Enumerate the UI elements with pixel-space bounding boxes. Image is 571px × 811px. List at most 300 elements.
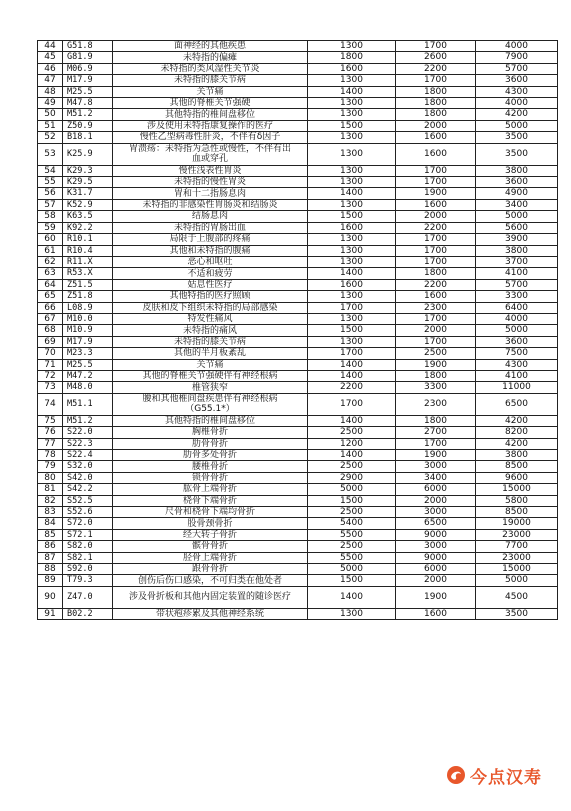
fee-value-2: 1700 (396, 75, 476, 86)
diagnosis-code: G51.8 (63, 41, 113, 52)
fee-value-1: 1300 (308, 245, 396, 256)
row-number: 91 (38, 608, 63, 619)
table-row (38, 608, 558, 619)
fee-value-3: 5800 (476, 495, 558, 506)
fee-value-3: 4000 (476, 41, 558, 52)
fee-value-3: 3800 (476, 245, 558, 256)
diagnosis-name: 未特指的类风湿性关节炎 (113, 63, 308, 74)
fee-value-2: 1700 (396, 313, 476, 324)
diagnosis-name: 其他和未特指的腹痛 (113, 245, 308, 256)
fee-value-1: 1300 (308, 256, 396, 267)
row-number: 51 (38, 120, 63, 131)
diagnosis-code: B18.1 (63, 132, 113, 143)
row-number: 52 (38, 132, 63, 143)
row-number: 60 (38, 234, 63, 245)
diagnosis-code: K31.7 (63, 188, 113, 199)
fee-value-3: 3600 (476, 177, 558, 188)
diagnosis-name: 慢性浅表性胃炎 (113, 165, 308, 176)
fee-value-1: 1300 (308, 608, 396, 619)
row-number: 90 (38, 586, 63, 608)
document-page (37, 40, 558, 620)
table-row (38, 268, 558, 279)
fee-value-1: 1300 (308, 98, 396, 109)
fee-value-1: 1300 (308, 199, 396, 210)
diagnosis-name: 腰和其他椎间盘疾患伴有神经根病（G55.1*） (113, 393, 308, 415)
diagnosis-name: 未特指的膝关节病 (113, 75, 308, 86)
fee-value-2: 2300 (396, 393, 476, 415)
fee-value-1: 1400 (308, 370, 396, 381)
diagnosis-name: 局限于上腹部的疼痛 (113, 234, 308, 245)
fee-value-3: 5600 (476, 222, 558, 233)
fee-value-2: 3000 (396, 541, 476, 552)
diagnosis-code: M25.5 (63, 359, 113, 370)
fee-value-2: 1700 (396, 336, 476, 347)
fee-value-3: 7700 (476, 541, 558, 552)
fee-value-2: 1900 (396, 359, 476, 370)
diagnosis-code: M10.9 (63, 325, 113, 336)
fee-value-1: 1700 (308, 393, 396, 415)
table-row (38, 41, 558, 52)
fee-value-2: 2200 (396, 279, 476, 290)
fee-value-1: 2500 (308, 507, 396, 518)
row-number: 49 (38, 98, 63, 109)
row-number: 55 (38, 177, 63, 188)
fee-value-2: 1800 (396, 415, 476, 426)
diagnosis-name: 未特指的膝关节病 (113, 336, 308, 347)
row-number: 89 (38, 575, 63, 586)
table-row (38, 256, 558, 267)
fee-value-2: 2200 (396, 222, 476, 233)
fee-value-1: 1300 (308, 313, 396, 324)
fee-value-3: 3600 (476, 75, 558, 86)
diagnosis-code: T79.3 (63, 575, 113, 586)
table-row (38, 461, 558, 472)
fee-value-2: 1600 (396, 608, 476, 619)
fee-value-1: 1500 (308, 211, 396, 222)
table-row (38, 313, 558, 324)
fee-value-2: 1700 (396, 234, 476, 245)
fee-value-1: 1700 (308, 348, 396, 359)
diagnosis-code: Z47.0 (63, 586, 113, 608)
diagnosis-name: 经大转子骨折 (113, 529, 308, 540)
fee-value-1: 1400 (308, 359, 396, 370)
fee-value-3: 4000 (476, 98, 558, 109)
fee-value-1: 1300 (308, 143, 396, 165)
diagnosis-name: 其他的脊椎关节强硬 (113, 98, 308, 109)
fee-value-1: 1300 (308, 336, 396, 347)
fee-value-1: 1300 (308, 234, 396, 245)
fee-value-2: 1600 (396, 199, 476, 210)
diagnosis-code: K29.5 (63, 177, 113, 188)
diagnosis-code: M25.5 (63, 86, 113, 97)
diagnosis-name: 肋骨骨折 (113, 438, 308, 449)
fee-value-3: 3400 (476, 199, 558, 210)
diagnosis-name: 胸椎骨折 (113, 427, 308, 438)
row-number: 62 (38, 256, 63, 267)
table-row (38, 120, 558, 131)
diagnosis-code: S32.0 (63, 461, 113, 472)
table-row (38, 415, 558, 426)
diagnosis-code: M23.3 (63, 348, 113, 359)
diagnosis-name: 尺骨和桡骨下端均骨折 (113, 507, 308, 518)
fee-value-2: 1600 (396, 132, 476, 143)
diagnosis-name: 胃和十二指肠息肉 (113, 188, 308, 199)
table-row (38, 302, 558, 313)
diagnosis-code: M48.0 (63, 382, 113, 393)
table-row (38, 52, 558, 63)
fee-value-3: 4100 (476, 370, 558, 381)
fee-value-3: 3600 (476, 336, 558, 347)
diagnosis-code: S82.0 (63, 541, 113, 552)
diagnosis-name: 腰椎骨折 (113, 461, 308, 472)
row-number: 75 (38, 415, 63, 426)
fee-value-3: 4500 (476, 586, 558, 608)
fee-value-1: 1300 (308, 177, 396, 188)
diagnosis-name: 其他的半月板紊乱 (113, 348, 308, 359)
fee-value-1: 1400 (308, 586, 396, 608)
row-number: 82 (38, 495, 63, 506)
diagnosis-name: 其他特指的椎间盘移位 (113, 109, 308, 120)
row-number: 53 (38, 143, 63, 165)
diagnosis-name: 关节痛 (113, 359, 308, 370)
fee-value-3: 5000 (476, 120, 558, 131)
fee-value-2: 2200 (396, 63, 476, 74)
row-number: 80 (38, 472, 63, 483)
fee-value-2: 1800 (396, 109, 476, 120)
diagnosis-code: S22.4 (63, 450, 113, 461)
fee-value-2: 3400 (396, 472, 476, 483)
fee-value-1: 1300 (308, 165, 396, 176)
fee-value-2: 1700 (396, 165, 476, 176)
diagnosis-code: S82.1 (63, 552, 113, 563)
table-row (38, 222, 558, 233)
diagnosis-name: 未特指的非感染性胃肠炎和结肠炎 (113, 199, 308, 210)
fee-value-1: 5400 (308, 518, 396, 529)
diagnosis-code: S42.2 (63, 484, 113, 495)
swirl-logo-icon (446, 765, 466, 785)
table-row (38, 291, 558, 302)
row-number: 68 (38, 325, 63, 336)
fee-value-3: 4200 (476, 415, 558, 426)
row-number: 61 (38, 245, 63, 256)
table-row (38, 450, 558, 461)
diagnosis-code: K52.9 (63, 199, 113, 210)
fee-value-1: 1500 (308, 325, 396, 336)
table-row (38, 245, 558, 256)
fee-value-3: 3500 (476, 143, 558, 165)
table-row (38, 279, 558, 290)
fee-value-3: 9600 (476, 472, 558, 483)
diagnosis-code: S22.3 (63, 438, 113, 449)
diagnosis-code: R53.X (63, 268, 113, 279)
fee-value-1: 1300 (308, 75, 396, 86)
table-row (38, 98, 558, 109)
fee-value-1: 1600 (308, 279, 396, 290)
fee-value-1: 1800 (308, 52, 396, 63)
diagnosis-name: 肋骨多处骨折 (113, 450, 308, 461)
row-number: 44 (38, 41, 63, 52)
fee-value-3: 6400 (476, 302, 558, 313)
row-number: 70 (38, 348, 63, 359)
row-number: 87 (38, 552, 63, 563)
diagnosis-code: G81.9 (63, 52, 113, 63)
diagnosis-name: 胃溃疡：未特指为急性或慢性，不伴有出血或穿孔 (113, 143, 308, 165)
diagnosis-name: 椎管狭窄 (113, 382, 308, 393)
diagnosis-code: R11.X (63, 256, 113, 267)
row-number: 67 (38, 313, 63, 324)
diagnosis-code: M17.9 (63, 336, 113, 347)
fee-value-3: 15000 (476, 564, 558, 575)
fee-value-1: 2900 (308, 472, 396, 483)
fee-value-1: 5000 (308, 564, 396, 575)
diagnosis-name: 创伤后伤口感染，不可归类在他处者 (113, 575, 308, 586)
row-number: 84 (38, 518, 63, 529)
fee-value-2: 2000 (396, 325, 476, 336)
table-row (38, 370, 558, 381)
fee-value-1: 5000 (308, 484, 396, 495)
diagnosis-name: 结肠息肉 (113, 211, 308, 222)
watermark (446, 762, 542, 788)
row-number: 77 (38, 438, 63, 449)
fee-value-3: 7500 (476, 348, 558, 359)
fee-value-1: 1400 (308, 415, 396, 426)
table-row (38, 109, 558, 120)
fee-value-3: 5000 (476, 575, 558, 586)
fee-value-1: 2500 (308, 541, 396, 552)
fee-value-3: 3800 (476, 450, 558, 461)
fee-value-1: 1500 (308, 575, 396, 586)
fee-value-2: 2600 (396, 52, 476, 63)
table-row (38, 438, 558, 449)
fee-value-2: 2700 (396, 427, 476, 438)
table-row (38, 472, 558, 483)
row-number: 65 (38, 291, 63, 302)
diagnosis-code: L08.9 (63, 302, 113, 313)
fee-value-3: 8500 (476, 507, 558, 518)
fee-value-3: 4200 (476, 109, 558, 120)
fee-value-1: 1300 (308, 109, 396, 120)
diagnosis-name: 关节痛 (113, 86, 308, 97)
diagnosis-code: B02.2 (63, 608, 113, 619)
diagnosis-name: 不适和疲劳 (113, 268, 308, 279)
row-number: 81 (38, 484, 63, 495)
table-row (38, 575, 558, 586)
fee-value-2: 2000 (396, 575, 476, 586)
row-number: 73 (38, 382, 63, 393)
fee-value-3: 7900 (476, 52, 558, 63)
fee-value-1: 2500 (308, 461, 396, 472)
row-number: 72 (38, 370, 63, 381)
diagnosis-code: M17.9 (63, 75, 113, 86)
diagnosis-code: M47.8 (63, 98, 113, 109)
fee-value-2: 1700 (396, 41, 476, 52)
table-row (38, 564, 558, 575)
table-row (38, 86, 558, 97)
diagnosis-name: 其他特指的医疗照顾 (113, 291, 308, 302)
fee-value-3: 6500 (476, 393, 558, 415)
diagnosis-name: 涉及骨折板和其他内固定装置的随诊医疗 (113, 586, 308, 608)
fee-value-1: 1200 (308, 438, 396, 449)
table-row (38, 586, 558, 608)
fee-value-1: 1500 (308, 495, 396, 506)
fee-value-2: 1600 (396, 291, 476, 302)
fee-table (37, 40, 558, 620)
diagnosis-name: 未特指的慢性胃炎 (113, 177, 308, 188)
diagnosis-code: R10.1 (63, 234, 113, 245)
fee-value-2: 2000 (396, 120, 476, 131)
row-number: 50 (38, 109, 63, 120)
fee-value-3: 11000 (476, 382, 558, 393)
row-number: 63 (38, 268, 63, 279)
fee-value-3: 3500 (476, 608, 558, 619)
diagnosis-code: S72.1 (63, 529, 113, 540)
fee-value-2: 1700 (396, 177, 476, 188)
diagnosis-name: 慢性乙型病毒性肝炎，不伴有δ因子 (113, 132, 308, 143)
fee-value-3: 3700 (476, 256, 558, 267)
row-number: 64 (38, 279, 63, 290)
fee-value-1: 1400 (308, 86, 396, 97)
diagnosis-code: M51.2 (63, 415, 113, 426)
fee-value-2: 1700 (396, 245, 476, 256)
table-row (38, 188, 558, 199)
row-number: 79 (38, 461, 63, 472)
diagnosis-name: 未特指的胃肠出血 (113, 222, 308, 233)
fee-value-2: 2000 (396, 495, 476, 506)
fee-value-3: 4900 (476, 188, 558, 199)
table-row (38, 234, 558, 245)
fee-value-3: 4000 (476, 313, 558, 324)
diagnosis-name: 髌骨骨折 (113, 541, 308, 552)
fee-value-3: 3800 (476, 165, 558, 176)
fee-value-3: 3900 (476, 234, 558, 245)
table-row (38, 529, 558, 540)
fee-value-2: 1800 (396, 98, 476, 109)
diagnosis-name: 股骨颈骨折 (113, 518, 308, 529)
row-number: 45 (38, 52, 63, 63)
table-row (38, 75, 558, 86)
row-number: 76 (38, 427, 63, 438)
diagnosis-code: M47.2 (63, 370, 113, 381)
diagnosis-code: K63.5 (63, 211, 113, 222)
fee-value-2: 9000 (396, 552, 476, 563)
fee-value-2: 1700 (396, 256, 476, 267)
fee-value-3: 5700 (476, 279, 558, 290)
fee-value-1: 1500 (308, 120, 396, 131)
fee-value-3: 3500 (476, 132, 558, 143)
fee-value-1: 5500 (308, 552, 396, 563)
fee-value-2: 1900 (396, 450, 476, 461)
fee-value-2: 2000 (396, 211, 476, 222)
fee-value-3: 8500 (476, 461, 558, 472)
watermark-text: 今点汉寿 (470, 767, 542, 788)
row-number: 83 (38, 507, 63, 518)
diagnosis-name: 带状疱疹累及其他神经系统 (113, 608, 308, 619)
table-row (38, 507, 558, 518)
fee-value-1: 1600 (308, 222, 396, 233)
fee-value-2: 1600 (396, 143, 476, 165)
row-number: 78 (38, 450, 63, 461)
table-row (38, 211, 558, 222)
diagnosis-name: 特发性痛风 (113, 313, 308, 324)
fee-value-2: 9000 (396, 529, 476, 540)
fee-value-3: 15000 (476, 484, 558, 495)
row-number: 56 (38, 188, 63, 199)
fee-value-2: 1900 (396, 188, 476, 199)
table-row (38, 484, 558, 495)
fee-value-3: 4200 (476, 438, 558, 449)
diagnosis-name: 锁骨骨折 (113, 472, 308, 483)
row-number: 74 (38, 393, 63, 415)
fee-value-1: 2200 (308, 382, 396, 393)
fee-value-1: 1300 (308, 41, 396, 52)
fee-value-2: 6000 (396, 564, 476, 575)
fee-value-3: 23000 (476, 552, 558, 563)
fee-value-3: 23000 (476, 529, 558, 540)
fee-value-2: 6000 (396, 484, 476, 495)
table-row (38, 495, 558, 506)
fee-value-2: 2300 (396, 302, 476, 313)
diagnosis-code: Z51.5 (63, 279, 113, 290)
table-row (38, 336, 558, 347)
diagnosis-name: 面神经的其他疾患 (113, 41, 308, 52)
diagnosis-code: M51.2 (63, 109, 113, 120)
fee-value-3: 3300 (476, 291, 558, 302)
diagnosis-code: M10.0 (63, 313, 113, 324)
diagnosis-code: S52.6 (63, 507, 113, 518)
row-number: 58 (38, 211, 63, 222)
fee-value-3: 5000 (476, 325, 558, 336)
row-number: 66 (38, 302, 63, 313)
table-row (38, 359, 558, 370)
diagnosis-code: K29.3 (63, 165, 113, 176)
diagnosis-name: 桡骨下端骨折 (113, 495, 308, 506)
diagnosis-code: K92.2 (63, 222, 113, 233)
diagnosis-name: 跟骨骨折 (113, 564, 308, 575)
fee-value-1: 1400 (308, 450, 396, 461)
row-number: 47 (38, 75, 63, 86)
fee-value-1: 1400 (308, 188, 396, 199)
fee-value-1: 1600 (308, 63, 396, 74)
diagnosis-name: 姑息性医疗 (113, 279, 308, 290)
fee-value-2: 1900 (396, 586, 476, 608)
table-row (38, 518, 558, 529)
diagnosis-code: K25.9 (63, 143, 113, 165)
diagnosis-code: S22.0 (63, 427, 113, 438)
row-number: 86 (38, 541, 63, 552)
row-number: 54 (38, 165, 63, 176)
fee-value-3: 5000 (476, 211, 558, 222)
diagnosis-code: S92.0 (63, 564, 113, 575)
fee-value-3: 5700 (476, 63, 558, 74)
table-row (38, 177, 558, 188)
diagnosis-code: S52.5 (63, 495, 113, 506)
row-number: 69 (38, 336, 63, 347)
fee-value-2: 6500 (396, 518, 476, 529)
table-row (38, 325, 558, 336)
fee-value-3: 19000 (476, 518, 558, 529)
table-row (38, 348, 558, 359)
row-number: 88 (38, 564, 63, 575)
row-number: 59 (38, 222, 63, 233)
table-row (38, 393, 558, 415)
fee-value-3: 4300 (476, 359, 558, 370)
diagnosis-name: 未特指的痛风 (113, 325, 308, 336)
fee-value-2: 1700 (396, 438, 476, 449)
fee-value-3: 4100 (476, 268, 558, 279)
row-number: 57 (38, 199, 63, 210)
diagnosis-name: 恶心和呕吐 (113, 256, 308, 267)
row-number: 85 (38, 529, 63, 540)
